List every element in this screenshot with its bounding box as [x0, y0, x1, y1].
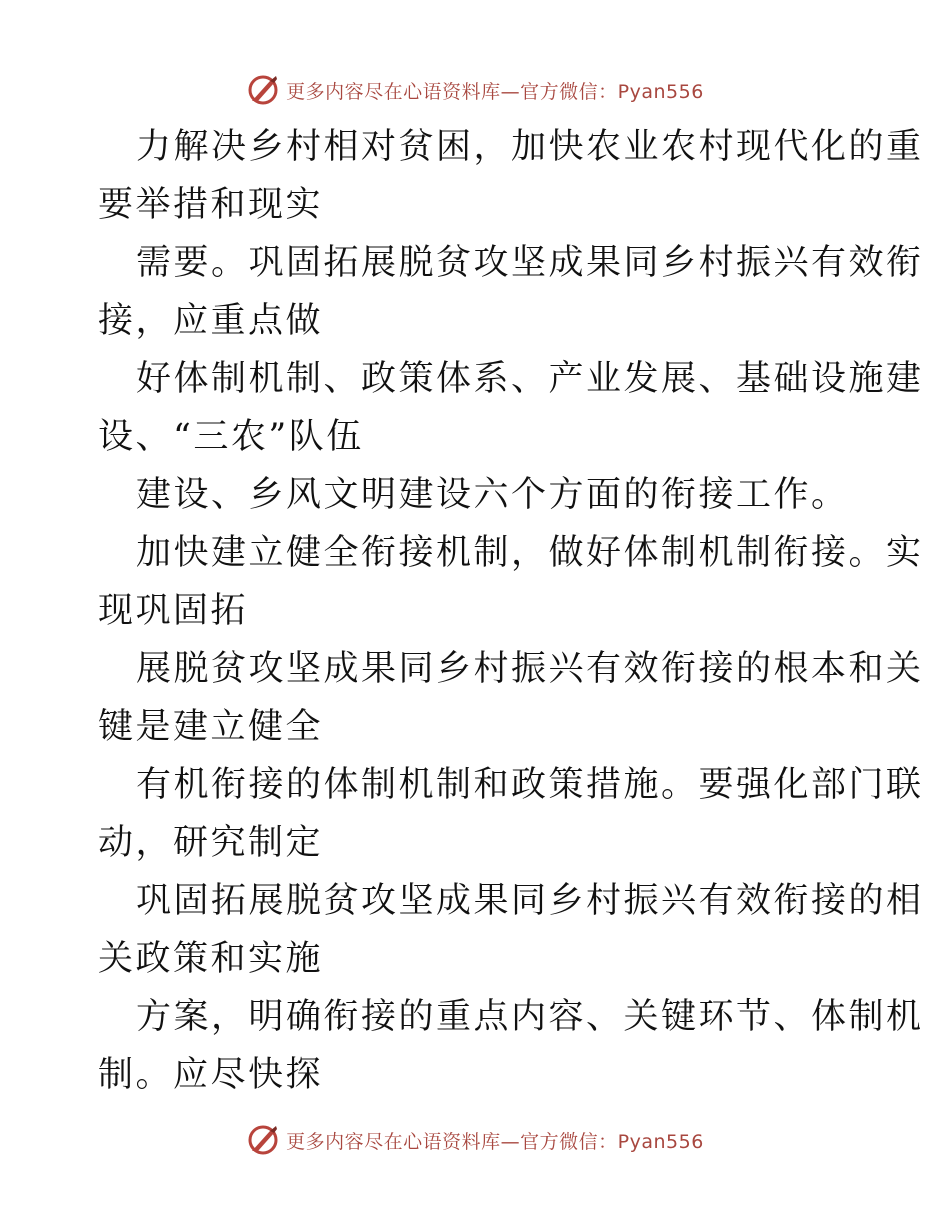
body-line: 需要。巩固拓展脱贫攻坚成果同乡村振兴有效衔	[136, 243, 924, 283]
body-line: 动，研究制定	[98, 823, 324, 863]
footer-banner	[0, 1120, 950, 1160]
quill-pen-logo-icon	[246, 1123, 280, 1157]
document-body	[98, 118, 924, 1104]
body-line: 建设、乡风文明建设六个方面的衔接工作。	[136, 475, 849, 515]
body-line: 方案，明确衔接的重点内容、关键环节、体制机	[136, 997, 924, 1037]
header-banner	[0, 70, 950, 110]
body-line: 现巩固拓	[98, 591, 249, 631]
body-line: 要举措和现实	[98, 185, 324, 225]
body-line: 键是建立健全	[98, 707, 324, 747]
header-banner-text: 更多内容尽在心语资料库—官方微信：Pyan556	[286, 80, 704, 103]
body-line: 展脱贫攻坚成果同乡村振兴有效衔接的根本和关	[136, 649, 924, 689]
quill-pen-logo-icon	[246, 73, 280, 107]
body-line: 接，应重点做	[98, 301, 324, 341]
body-line: 力解决乡村相对贫困，加快农业农村现代化的重	[136, 127, 924, 167]
body-line: 有机衔接的体制机制和政策措施。要强化部门联	[136, 765, 924, 805]
body-line: 加快建立健全衔接机制，做好体制机制衔接。实	[136, 533, 924, 573]
body-line: 制。应尽快探	[98, 1055, 324, 1095]
footer-banner-text: 更多内容尽在心语资料库—官方微信：Pyan556	[286, 1130, 704, 1153]
body-line: 好体制机制、政策体系、产业发展、基础设施建	[136, 359, 924, 399]
body-line: 关政策和实施	[98, 939, 324, 979]
body-line: 设、“三农”队伍	[98, 417, 364, 457]
body-line: 巩固拓展脱贫攻坚成果同乡村振兴有效衔接的相	[136, 881, 924, 921]
